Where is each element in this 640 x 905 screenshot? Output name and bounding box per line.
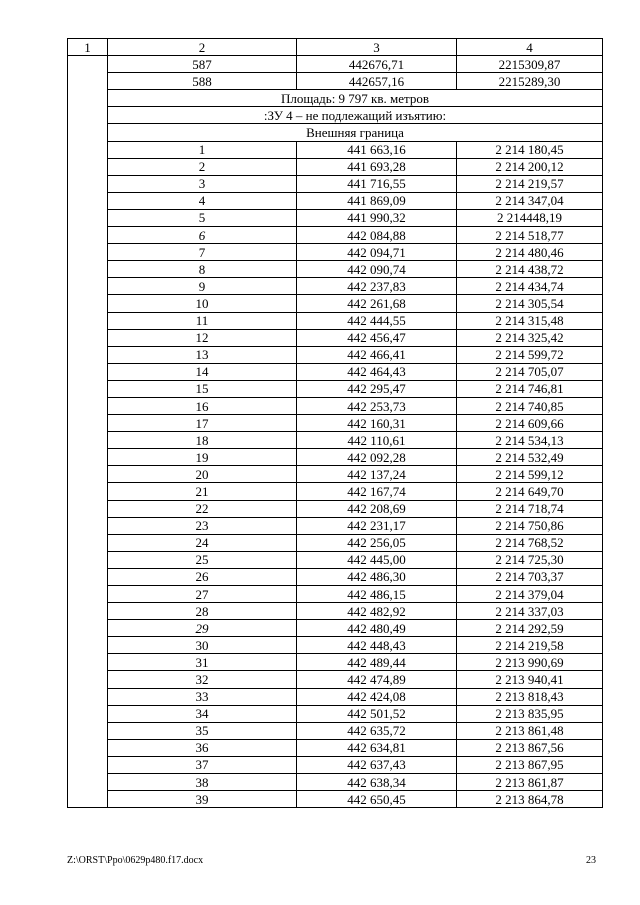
coord-y: 2 213 818,43 [457, 688, 603, 705]
coord-y: 2 214 703,37 [457, 568, 603, 585]
coord-x: 442676,71 [297, 56, 457, 73]
coord-x: 442 237,83 [297, 278, 457, 295]
point-number: 21 [108, 483, 297, 500]
point-number: 8 [108, 261, 297, 278]
coord-x: 442 474,89 [297, 671, 457, 688]
coord-y: 2 214 725,30 [457, 551, 603, 568]
coord-y: 2 214 740,85 [457, 397, 603, 414]
coord-y: 2 214 609,66 [457, 415, 603, 432]
coord-y: 2 213 940,41 [457, 671, 603, 688]
table-row [68, 209, 603, 226]
coord-x: 442 160,31 [297, 415, 457, 432]
coord-x: 442 208,69 [297, 500, 457, 517]
point-number: 7 [108, 244, 297, 261]
coord-x: 442 092,28 [297, 449, 457, 466]
table-row [68, 756, 603, 773]
table-row [68, 244, 603, 261]
point-number: 1 [108, 141, 297, 158]
point-number: 17 [108, 415, 297, 432]
coord-y: 2 214 750,86 [457, 517, 603, 534]
coord-y: 2 214 599,12 [457, 466, 603, 483]
table-row [68, 517, 603, 534]
point-number: 10 [108, 295, 297, 312]
coord-y: 2 214 518,77 [457, 227, 603, 244]
area-row [68, 90, 603, 107]
coord-y: 2 214 180,45 [457, 141, 603, 158]
coord-y: 2 214 532,49 [457, 449, 603, 466]
coord-y: 2 214 746,81 [457, 380, 603, 397]
coord-x: 441 693,28 [297, 158, 457, 175]
point-number: 2 [108, 158, 297, 175]
point-number: 37 [108, 756, 297, 773]
boundary-label: Внешняя граница [108, 124, 603, 141]
coord-x: 442 253,73 [297, 397, 457, 414]
table-row [68, 295, 603, 312]
header-cell-4: 4 [457, 39, 603, 56]
point-number: 33 [108, 688, 297, 705]
point-number: 12 [108, 329, 297, 346]
point-number: 28 [108, 603, 297, 620]
table-row [68, 141, 603, 158]
coord-y: 2 214 599,72 [457, 346, 603, 363]
coord-y: 2 214 649,70 [457, 483, 603, 500]
table-row [68, 722, 603, 739]
point-number: 38 [108, 774, 297, 791]
coord-x: 442 424,08 [297, 688, 457, 705]
table-row [68, 56, 603, 73]
coord-y: 2 214 200,12 [457, 158, 603, 175]
coord-x: 442 137,24 [297, 466, 457, 483]
table-row [68, 192, 603, 209]
point-number: 6 [108, 227, 297, 244]
point-number: 15 [108, 380, 297, 397]
coord-x: 442 486,30 [297, 568, 457, 585]
table-row [68, 688, 603, 705]
coord-x: 442657,16 [297, 73, 457, 90]
coord-x: 442 256,05 [297, 534, 457, 551]
point-number: 14 [108, 363, 297, 380]
coordinates-table [67, 38, 603, 808]
point-number: 4 [108, 192, 297, 209]
coord-x: 442 480,49 [297, 620, 457, 637]
boundary-row [68, 124, 603, 141]
coord-y: 2 214 305,54 [457, 295, 603, 312]
coord-x: 442 295,47 [297, 380, 457, 397]
coord-y: 2 214 718,74 [457, 500, 603, 517]
coord-x: 442 464,43 [297, 363, 457, 380]
table-row [68, 73, 603, 90]
table-row [68, 227, 603, 244]
point-number: 24 [108, 534, 297, 551]
table-row [68, 158, 603, 175]
blank-first-column [68, 56, 108, 808]
point-number: 9 [108, 278, 297, 295]
header-cell-3: 3 [297, 39, 457, 56]
table-row [68, 261, 603, 278]
table-row [68, 739, 603, 756]
coord-y: 2215309,87 [457, 56, 603, 73]
coord-x: 442 231,17 [297, 517, 457, 534]
coord-y: 2 214 768,52 [457, 534, 603, 551]
coord-x: 442 444,55 [297, 312, 457, 329]
table-row [68, 671, 603, 688]
table-row [68, 774, 603, 791]
header-cell-1: 1 [68, 39, 108, 56]
table-row [68, 466, 603, 483]
table-row [68, 534, 603, 551]
coord-x: 442 637,43 [297, 756, 457, 773]
point-number: 22 [108, 500, 297, 517]
coord-x: 442 261,68 [297, 295, 457, 312]
table-row [68, 449, 603, 466]
point-number: 13 [108, 346, 297, 363]
table-row [68, 415, 603, 432]
point-number: 30 [108, 637, 297, 654]
zone-row [68, 107, 603, 124]
coord-y: 2 214448,19 [457, 209, 603, 226]
table-row [68, 551, 603, 568]
coord-x: 442 489,44 [297, 654, 457, 671]
point-number: 27 [108, 586, 297, 603]
coord-x: 442 650,45 [297, 791, 457, 808]
coord-y: 2 213 990,69 [457, 654, 603, 671]
coord-x: 441 716,55 [297, 175, 457, 192]
point-number: 16 [108, 397, 297, 414]
footer-file-path: Z:\ORST\Ppo\0629p480.f17.docx [67, 855, 204, 866]
table-row [68, 637, 603, 654]
point-number: 20 [108, 466, 297, 483]
coord-y: 2 214 325,42 [457, 329, 603, 346]
header-row [68, 39, 603, 56]
point-number: 3 [108, 175, 297, 192]
point-number: 5 [108, 209, 297, 226]
coord-y: 2 214 379,04 [457, 586, 603, 603]
coord-y: 2 214 219,58 [457, 637, 603, 654]
table-row [68, 380, 603, 397]
coord-x: 442 445,00 [297, 551, 457, 568]
coord-y: 2 214 337,03 [457, 603, 603, 620]
point-number: 36 [108, 739, 297, 756]
coord-y: 2 214 434,74 [457, 278, 603, 295]
point-number: 25 [108, 551, 297, 568]
point-number: 35 [108, 722, 297, 739]
coord-y: 2 214 534,13 [457, 432, 603, 449]
coord-x: 442 456,47 [297, 329, 457, 346]
coord-x: 442 466,41 [297, 346, 457, 363]
coord-y: 2215289,30 [457, 73, 603, 90]
coord-x: 442 482,92 [297, 603, 457, 620]
point-number: 39 [108, 791, 297, 808]
header-cell-2: 2 [108, 39, 297, 56]
coord-y: 2 214 480,46 [457, 244, 603, 261]
point-number: 18 [108, 432, 297, 449]
table-row [68, 278, 603, 295]
table-row [68, 586, 603, 603]
point-number: 31 [108, 654, 297, 671]
coord-x: 442 634,81 [297, 739, 457, 756]
table-row [68, 500, 603, 517]
coord-y: 2 213 867,56 [457, 739, 603, 756]
point-number: 11 [108, 312, 297, 329]
coord-x: 442 167,74 [297, 483, 457, 500]
coord-x: 442 110,61 [297, 432, 457, 449]
table-row [68, 654, 603, 671]
point-number: 23 [108, 517, 297, 534]
point-number: 29 [108, 620, 297, 637]
coord-x: 442 501,52 [297, 705, 457, 722]
coord-x: 442 486,15 [297, 586, 457, 603]
table-row [68, 483, 603, 500]
table-row [68, 791, 603, 808]
point-number: 19 [108, 449, 297, 466]
table-row [68, 175, 603, 192]
table-row [68, 363, 603, 380]
point-number: 34 [108, 705, 297, 722]
coord-x: 442 090,74 [297, 261, 457, 278]
footer-page-number: 23 [586, 855, 596, 866]
coord-x: 442 448,43 [297, 637, 457, 654]
point-number: 587 [108, 56, 297, 73]
coord-x: 442 084,88 [297, 227, 457, 244]
table-row [68, 397, 603, 414]
table-row [68, 346, 603, 363]
table-row [68, 705, 603, 722]
coord-x: 442 638,34 [297, 774, 457, 791]
coord-x: 442 635,72 [297, 722, 457, 739]
coord-x: 441 869,09 [297, 192, 457, 209]
point-number: 588 [108, 73, 297, 90]
coord-x: 442 094,71 [297, 244, 457, 261]
coord-y: 2 213 861,87 [457, 774, 603, 791]
coord-y: 2 214 315,48 [457, 312, 603, 329]
coord-x: 441 663,16 [297, 141, 457, 158]
point-number: 26 [108, 568, 297, 585]
zone-label: :ЗУ 4 – не подлежащий изъятию: [108, 107, 603, 124]
area-label: Площадь: 9 797 кв. метров [108, 90, 603, 107]
table-row [68, 620, 603, 637]
table-row [68, 312, 603, 329]
coord-y: 2 214 347,04 [457, 192, 603, 209]
table-row [68, 603, 603, 620]
coord-y: 2 214 292,59 [457, 620, 603, 637]
table-row [68, 432, 603, 449]
table-row [68, 329, 603, 346]
coord-y: 2 213 835,95 [457, 705, 603, 722]
coord-y: 2 213 864,78 [457, 791, 603, 808]
coord-y: 2 214 705,07 [457, 363, 603, 380]
table-row [68, 568, 603, 585]
coord-y: 2 214 219,57 [457, 175, 603, 192]
coord-y: 2 214 438,72 [457, 261, 603, 278]
coord-y: 2 213 861,48 [457, 722, 603, 739]
coord-y: 2 213 867,95 [457, 756, 603, 773]
coord-x: 441 990,32 [297, 209, 457, 226]
point-number: 32 [108, 671, 297, 688]
